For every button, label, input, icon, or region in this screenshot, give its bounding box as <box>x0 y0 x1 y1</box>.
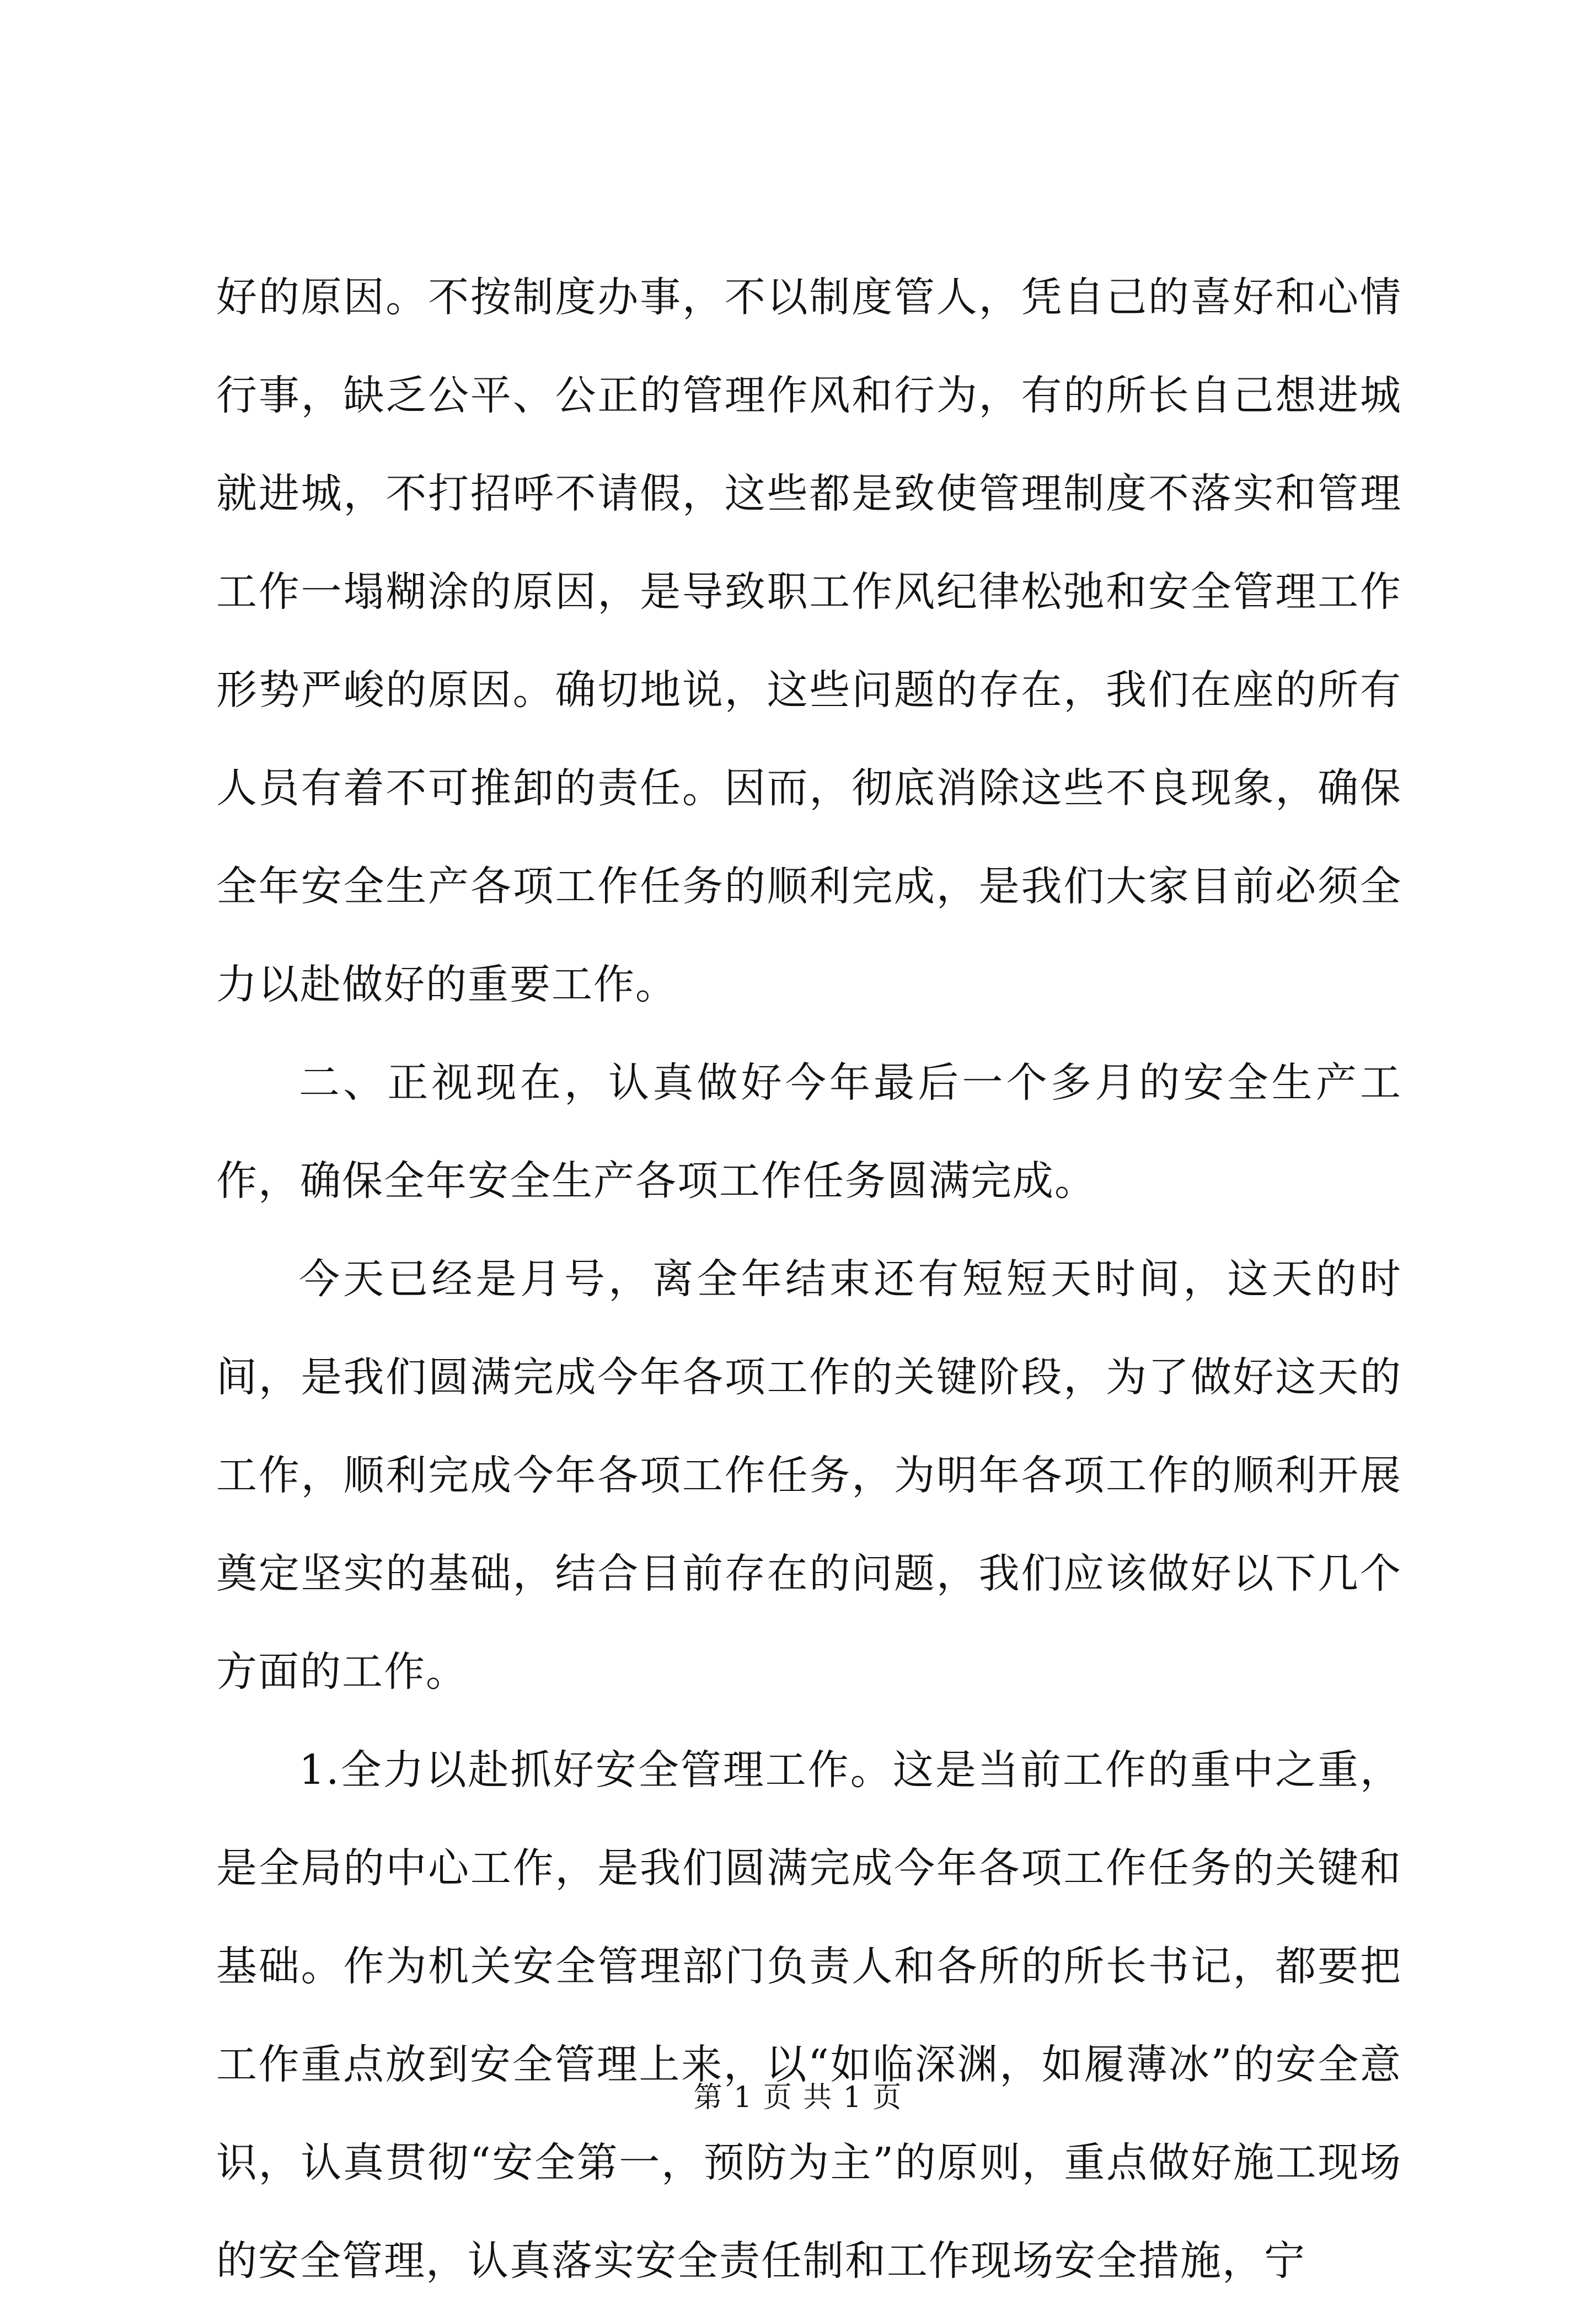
paragraph-continuation: 好的原因。不按制度办事，不以制度管人，凭自己的喜好和心情行事，缺乏公平、公正的管理作风和行为，有的所长自己想进城就进城，不打招呼不请假，这些都是致使管理制度不落实和管理工作一塌糊涂的原因，是导致职工作风纪律松弛和安全管理工作形势严峻的原因。确切地说，这些问题的存在，我们在座的所有人员有着不可推卸的责任。因而，彻底消除这些不良现象，确保全年安全生产各项工作任务的顺利完成，是我们大家目前必须全力以赴做好的重要工作。 <box>216 274 1402 1008</box>
page-footer: 第 1 页 共 1 页 <box>693 2081 903 2114</box>
paragraph-item-1: 1.全力以赴抓好安全管理工作。这是当前工作的重中之重，是全局的中心工作，是我们圆满完成今年各项工作任务的关键和基础。作为机关安全管理部门负责人和各所的所长书记，都要把工作重点放到安全管理上来，以“如临深渊，如履薄冰”的安全意识，认真贯彻“安全第一，预防为主”的原则，重点做好施工现场的安全管理，认真落实安全责任制和工作现场安全措施，宁 <box>216 1746 1402 2285</box>
document-body <box>216 248 1402 2310</box>
paragraph-section-heading: 二、正视现在，认真做好今年最后一个多月的安全生产工作，确保全年安全生产各项工作任务圆满完成。 <box>216 1059 1402 1205</box>
paragraph-intro: 今天已经是月号，离全年结束还有短短天时间，这天的时间，是我们圆满完成今年各项工作的关键阶段，为了做好这天的工作，顺利完成今年各项工作任务，为明年各项工作的顺利开展奠定坚实的基础，结合目前存在的问题，我们应该做好以下几个方面的工作。 <box>216 1255 1402 1696</box>
